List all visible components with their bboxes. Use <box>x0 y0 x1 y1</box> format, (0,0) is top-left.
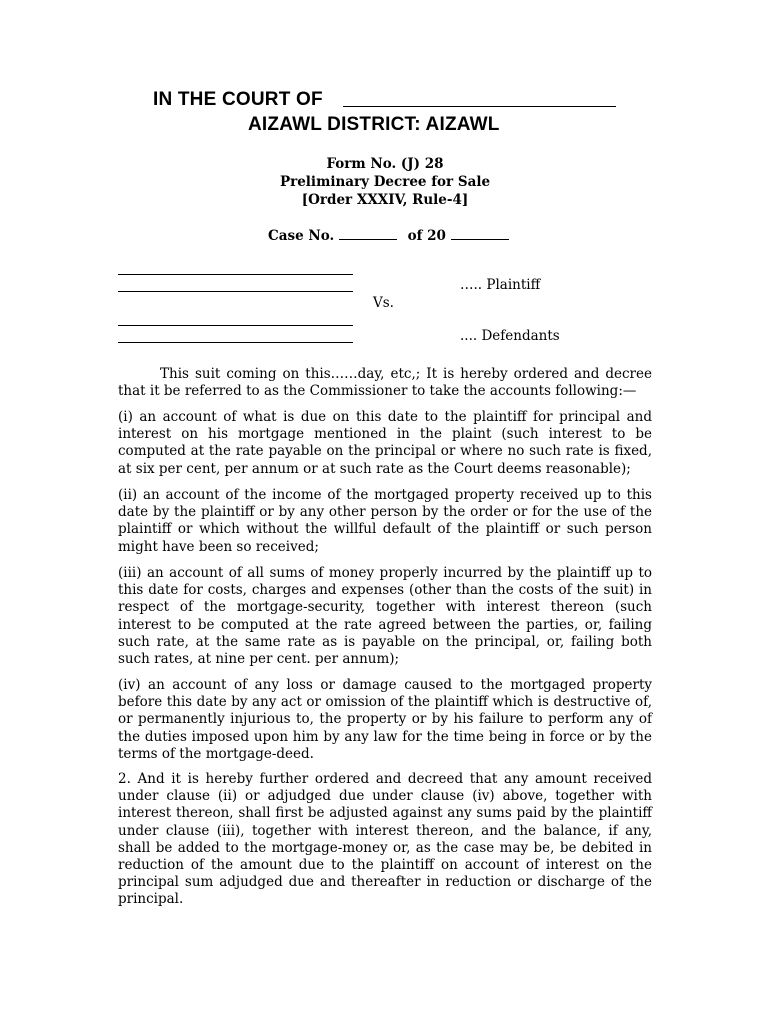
case-year-blank <box>451 227 509 240</box>
case-no-blank <box>339 227 397 240</box>
versus-label: Vs. <box>373 295 394 311</box>
form-order: [Order XXXIV, Rule-4] <box>301 192 469 208</box>
plaintiff-name-line-2 <box>118 291 353 292</box>
clause-i-paragraph: (i) an account of what is due on this date to the plaintiff for principal and interest on his mortgage mentioned in the plaint (such interest to be computed at the rate payable on the principal or where no such rate is fixed, at six per cent, per annum or at such rate as the Court deems reasonable); <box>118 409 652 477</box>
paragraph-2: 2. And it is hereby further ordered and decreed that any amount received under clause (ii) or adjudged due under clause (iv) above, together with interest thereon, shall first be adjusted against any sums paid by the plaintiff under clause (iii), together with interest thereon, and the balance, if any, shall be added to the mortgage-money or, as the case may be, be debited in reduction of the amount due to the plaintiff on account of interest on the principal sum adjudged due and thereafter in reduction or discharge of the principal. <box>118 771 652 908</box>
case-number-line <box>268 227 509 244</box>
defendants-label: .... Defendants <box>460 328 560 344</box>
intro-paragraph: This suit coming on this……day, etc,; It is hereby ordered and decree that it be referred to as the Commissioner to take the accounts following:— <box>118 366 652 400</box>
clause-iv-paragraph: (iv) an account of any loss or damage caused to the mortgaged property before this date by any act or omission of the plaintiff which is destructive of, or permanently injurious to, the property or by his failure to perform any of the duties imposed upon him by any law for the time being in force or by the terms of the mortgage-deed. <box>118 677 652 762</box>
clause-ii-paragraph: (ii) an account of the income of the mortgaged property received up to this date by the plaintiff or by any other person by the order or for the use of the plaintiff or which without the willful default of the plaintiff or such person might have been so received; <box>118 487 652 555</box>
defendant-name-line-1 <box>118 325 353 326</box>
plaintiff-label: ….. Plaintiff <box>460 277 541 293</box>
clause-iii-paragraph: (iii) an account of all sums of money properly incurred by the plaintiff up to this date for costs, charges and expenses (other than the costs of the suit) in respect of the mortgage-security, together with interest thereon (such interest to be computed at the rate agreed between the parties, or, failing such rate, at the same rate as is payable on the principal, or, failing both such rates, at nine per cent. per annum); <box>118 565 652 668</box>
form-number: Form No. (J) 28 <box>326 156 444 172</box>
court-name-blank <box>343 106 616 107</box>
court-title: IN THE COURT OF <box>153 89 323 110</box>
plaintiff-name-line-1 <box>118 274 353 275</box>
case-of-label: of 20 <box>407 228 446 244</box>
case-no-label: Case No. <box>268 228 335 244</box>
defendant-name-line-2 <box>118 342 353 343</box>
district-title: AIZAWL DISTRICT: AIZAWL <box>248 114 500 135</box>
form-title: Preliminary Decree for Sale <box>279 174 491 190</box>
